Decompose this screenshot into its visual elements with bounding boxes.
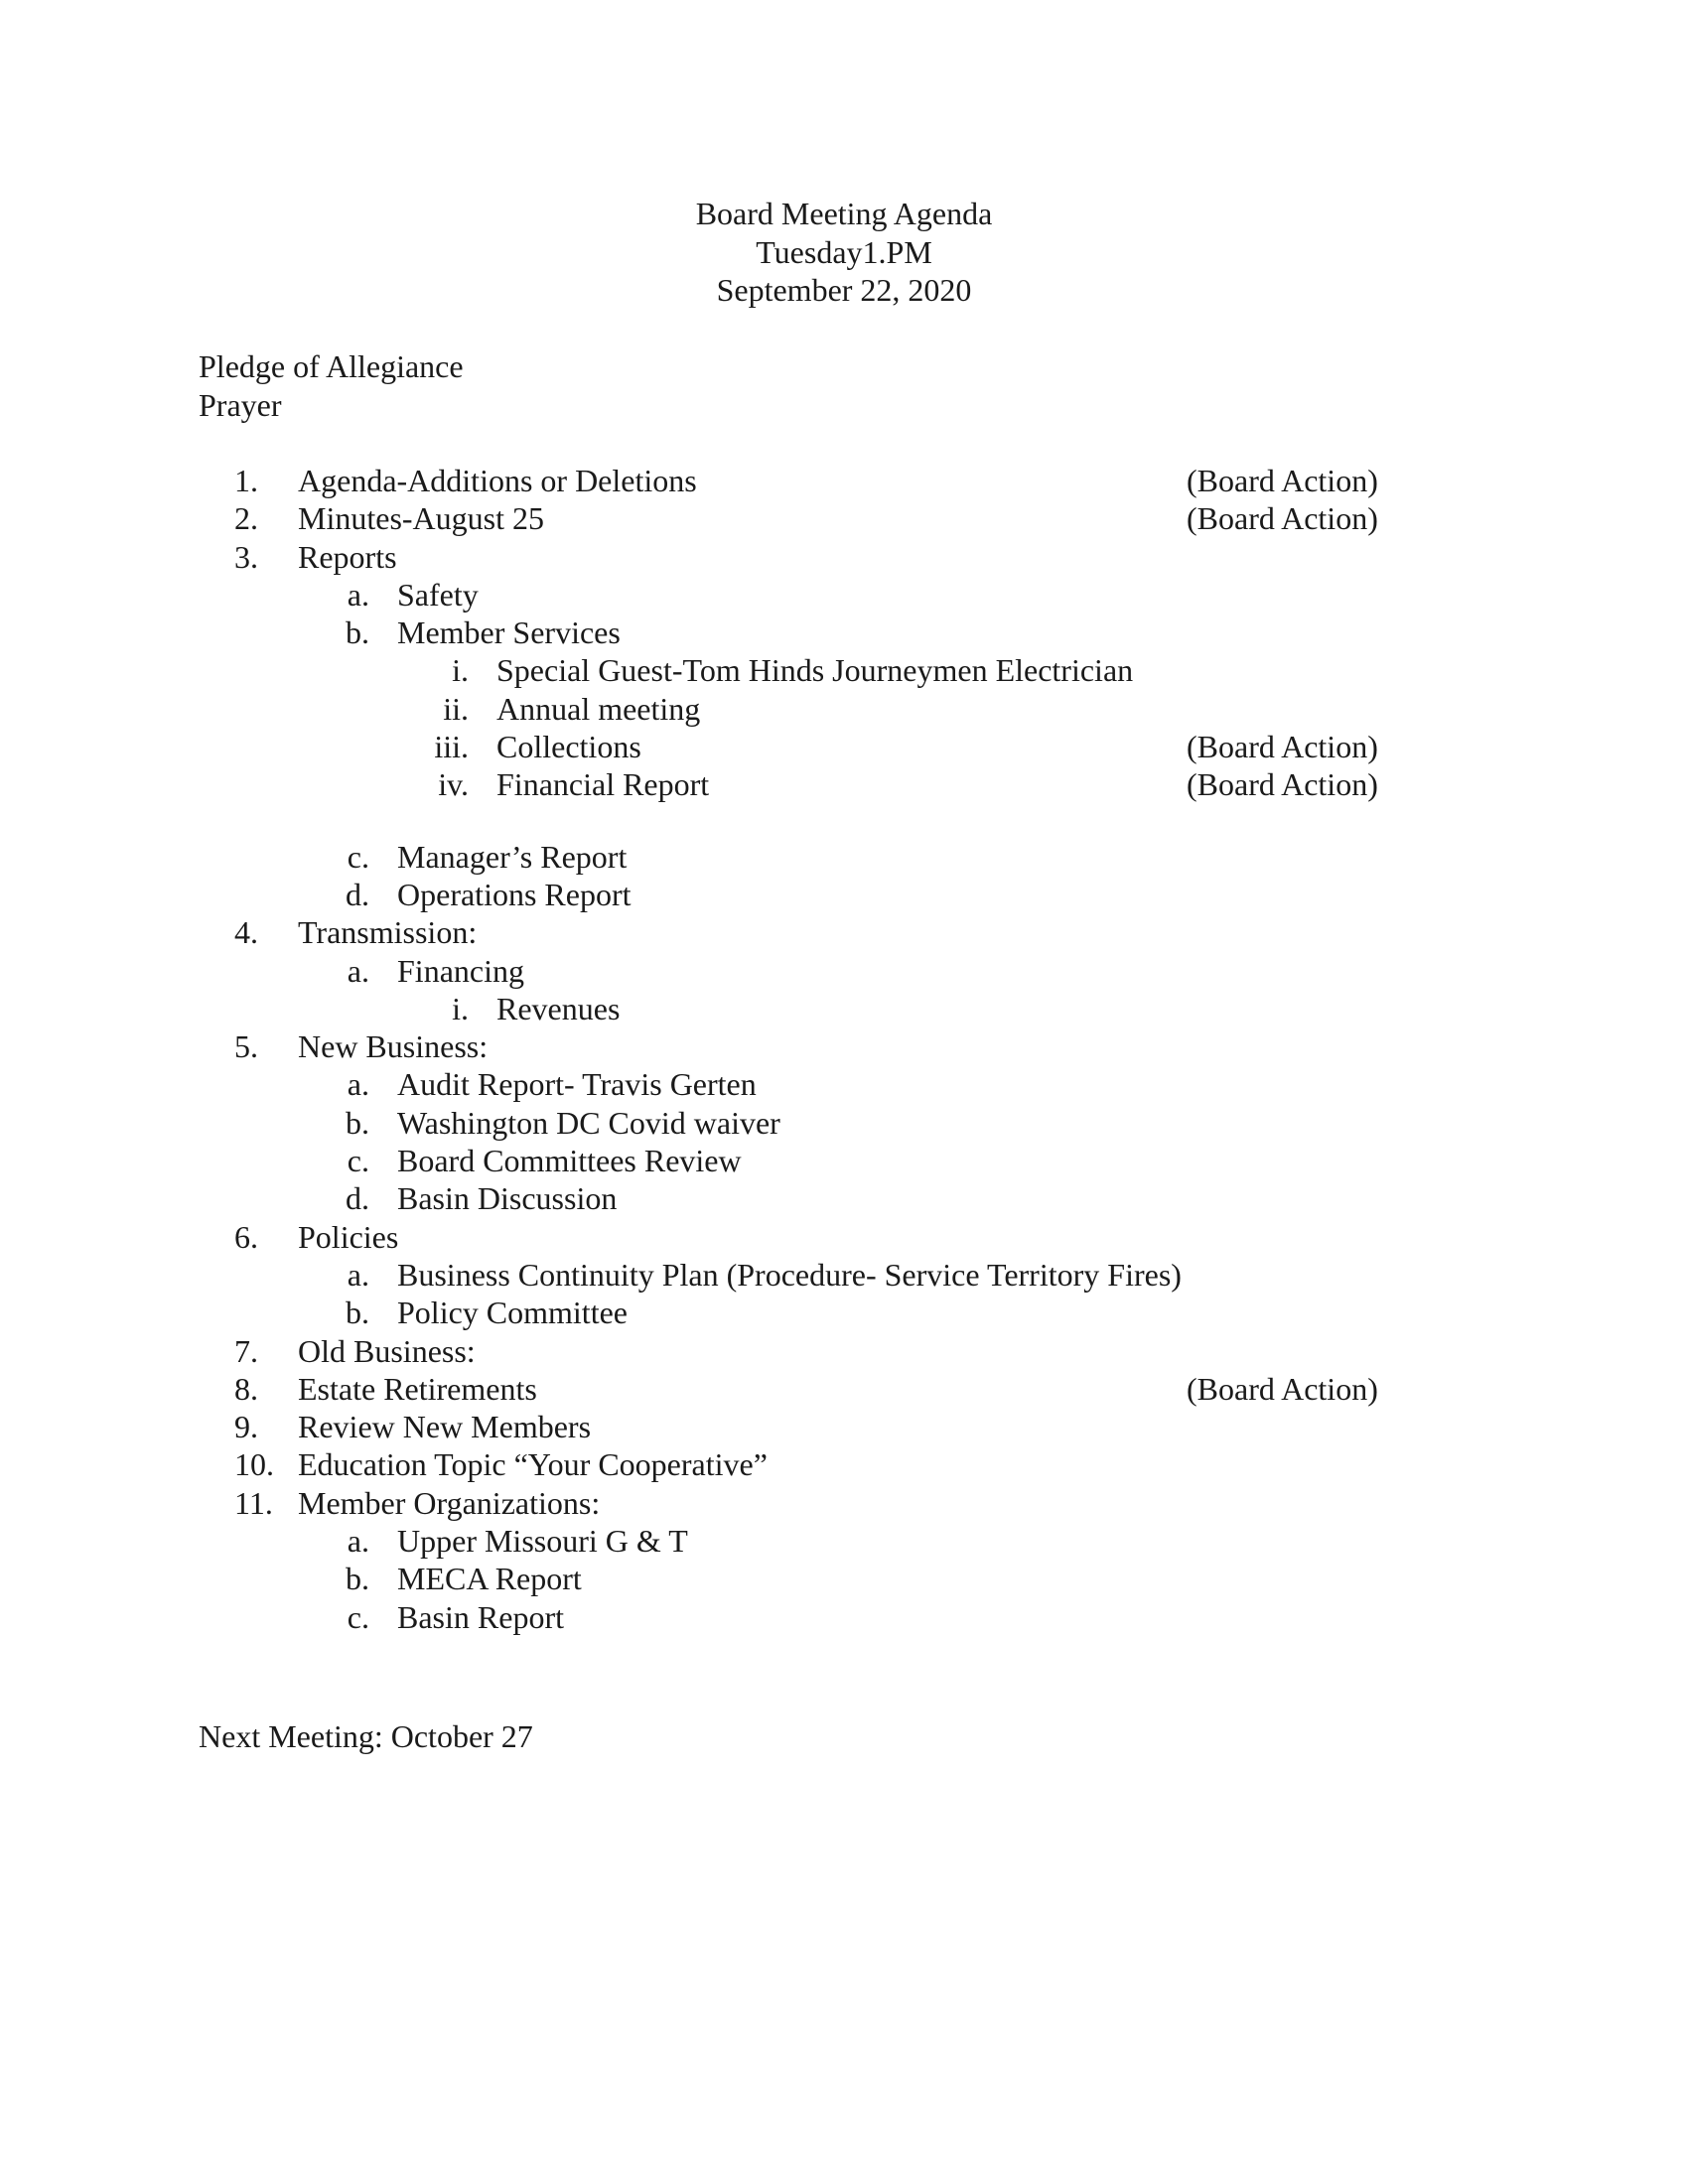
- item-number: 8.: [234, 1370, 258, 1407]
- item-text: Financial Report: [496, 766, 710, 803]
- item-text: Business Continuity Plan (Procedure- Service Territory Fires): [397, 1256, 1182, 1293]
- agenda-subitem: [0, 576, 1688, 614]
- agenda-subitem: [0, 1560, 1688, 1597]
- agenda-subitem: [0, 952, 1688, 990]
- item-text: Transmission:: [298, 914, 478, 951]
- item-text: Estate Retirements: [298, 1370, 537, 1407]
- item-text: Operations Report: [397, 876, 632, 912]
- agenda-subsubitem: [0, 651, 1688, 689]
- item-text: New Business:: [298, 1028, 489, 1065]
- agenda-title: Board Meeting Agenda: [695, 196, 993, 231]
- item-text: Board Committees Review: [397, 1143, 742, 1179]
- item-number: c.: [347, 838, 369, 875]
- item-number: 9.: [234, 1409, 258, 1445]
- board-action-label: (Board Action): [1187, 500, 1378, 537]
- item-number: 5.: [234, 1028, 258, 1065]
- item-text: Basin Report: [397, 1598, 564, 1635]
- item-number: 10.: [234, 1446, 274, 1483]
- item-number: 4.: [234, 914, 258, 951]
- prayer-line: Prayer: [199, 386, 282, 423]
- agenda-item: [0, 462, 1688, 499]
- agenda-item: [0, 913, 1688, 951]
- item-number: b.: [346, 614, 369, 651]
- item-text: Audit Report- Travis Gerten: [397, 1066, 757, 1103]
- meeting-time: Tuesday1.PM: [756, 233, 932, 270]
- agenda-item: [0, 499, 1688, 537]
- agenda-item: [0, 1484, 1688, 1522]
- item-number: b.: [346, 1295, 369, 1331]
- meeting-date: September 22, 2020: [716, 272, 972, 308]
- item-text: Revenues: [496, 990, 621, 1026]
- item-text: Member Organizations:: [298, 1484, 601, 1521]
- agenda-item: [0, 1027, 1688, 1065]
- item-number: ii.: [443, 690, 469, 727]
- item-number: i.: [452, 652, 469, 689]
- agenda-subitem: [0, 1294, 1688, 1331]
- item-number: 2.: [234, 500, 258, 537]
- item-number: iv.: [438, 766, 469, 803]
- item-text: Policy Committee: [397, 1295, 628, 1331]
- agenda-subsubitem: [0, 728, 1688, 765]
- pledge-line: Pledge of Allegiance: [199, 348, 464, 384]
- item-number: iii.: [434, 729, 469, 765]
- item-number: 3.: [234, 538, 258, 575]
- agenda-subitem: [0, 1104, 1688, 1142]
- item-text: Minutes-August 25: [298, 500, 544, 537]
- item-text: Member Services: [397, 614, 621, 651]
- item-number: 7.: [234, 1332, 258, 1369]
- item-text: Old Business:: [298, 1332, 476, 1369]
- agenda-item: [0, 538, 1688, 576]
- item-number: d.: [346, 1180, 369, 1217]
- agenda-item: [0, 1408, 1688, 1445]
- board-action-label: (Board Action): [1187, 729, 1378, 765]
- agenda-subitem: [0, 1256, 1688, 1294]
- agenda-subsubitem: [0, 990, 1688, 1027]
- board-action-label: (Board Action): [1187, 463, 1378, 498]
- item-text: Review New Members: [298, 1409, 592, 1445]
- item-number: a.: [347, 576, 369, 613]
- agenda-subitem: [0, 614, 1688, 651]
- item-text: Safety: [397, 576, 479, 613]
- item-number: c.: [347, 1598, 369, 1635]
- item-text: Annual meeting: [496, 690, 701, 727]
- agenda-subitem: [0, 876, 1688, 913]
- item-number: 6.: [234, 1218, 258, 1255]
- agenda-subitem: [0, 1142, 1688, 1179]
- agenda-subitem: [0, 1522, 1688, 1560]
- item-number: a.: [347, 952, 369, 989]
- item-text: Special Guest-Tom Hinds Journeymen Electrician: [496, 652, 1134, 689]
- opening-section: [199, 347, 464, 424]
- item-number: b.: [346, 1104, 369, 1141]
- agenda-subitem: [0, 1598, 1688, 1636]
- item-text: Education Topic “Your Cooperative”: [298, 1446, 768, 1483]
- item-number: 1.: [234, 463, 258, 498]
- item-number: a.: [347, 1256, 369, 1293]
- item-text: Agenda-Additions or Deletions: [298, 463, 697, 498]
- item-text: Washington DC Covid waiver: [397, 1104, 780, 1141]
- agenda-item: [0, 1332, 1688, 1370]
- agenda-subitem: [0, 1179, 1688, 1217]
- agenda-item: [0, 1445, 1688, 1483]
- agenda-subsubitem: [0, 765, 1688, 803]
- item-number: 11.: [234, 1484, 273, 1521]
- board-action-label: (Board Action): [1187, 1370, 1378, 1407]
- item-number: a.: [347, 1066, 369, 1103]
- item-text: Financing: [397, 952, 524, 989]
- item-number: b.: [346, 1561, 369, 1597]
- agenda-item: [0, 1370, 1688, 1408]
- item-text: Upper Missouri G & T: [397, 1523, 688, 1560]
- next-meeting: Next Meeting: October 27: [199, 1718, 533, 1754]
- list-spacer: [0, 804, 1688, 838]
- agenda-subitem: [0, 1065, 1688, 1103]
- item-text: Collections: [496, 729, 641, 765]
- board-action-label: (Board Action): [1187, 766, 1378, 803]
- item-number: d.: [346, 876, 369, 912]
- agenda-list: [0, 462, 1688, 1636]
- item-text: Manager’s Report: [397, 838, 628, 875]
- item-number: i.: [452, 990, 469, 1026]
- agenda-item: [0, 1218, 1688, 1256]
- item-text: Basin Discussion: [397, 1180, 618, 1217]
- agenda-subitem: [0, 838, 1688, 876]
- item-text: MECA Report: [397, 1561, 582, 1597]
- item-number: c.: [347, 1143, 369, 1179]
- agenda-header: [0, 195, 1688, 310]
- item-text: Reports: [298, 538, 397, 575]
- item-text: Policies: [298, 1218, 399, 1255]
- agenda-subsubitem: [0, 690, 1688, 728]
- item-number: a.: [347, 1523, 369, 1560]
